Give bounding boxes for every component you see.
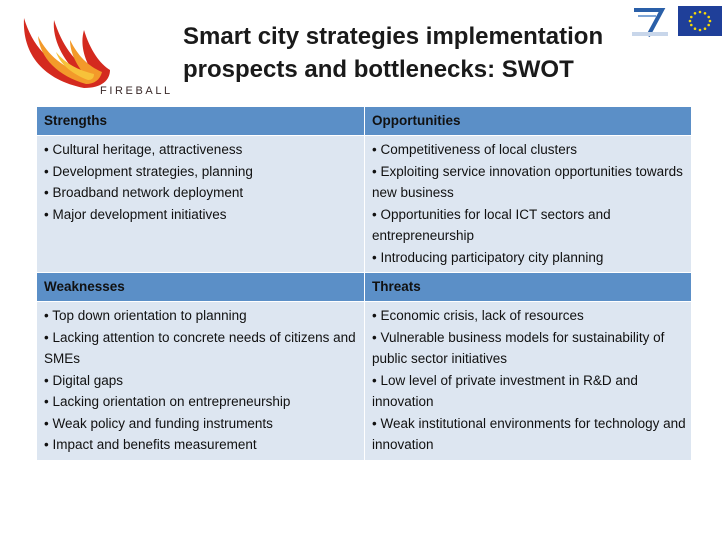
weakness-item: • Digital gaps [44,372,124,388]
opportunity-item: • Introducing participatory city planning [372,249,604,265]
title-line-2: prospects and bottlenecks: SWOT [183,56,574,83]
swot-body-row-bottom [37,302,692,461]
opportunity-item: • Exploiting service innovation opportunities towards new business [372,163,683,200]
threats-cell [365,302,692,461]
threats-header: Threats [365,273,692,302]
fp7-logo [628,6,672,40]
strength-item: • Major development initiatives [44,206,227,222]
weakness-item: • Weak policy and funding instruments [44,415,273,431]
opportunity-item: • Competitiveness of local clusters [372,142,578,157]
strengths-header: Strengths [37,107,365,136]
threat-item: • Weak institutional environments for technology and innovation [372,415,686,452]
threat-item: • Low level of private investment in R&D and innovation [372,372,638,409]
swot-header-row-bottom [37,273,692,302]
weaknesses-cell [37,302,365,461]
eu-flag [678,6,722,36]
title-line-1: Smart city strategies implementation [183,23,604,50]
swot-body-row-top [37,136,692,273]
swot-table [36,106,692,461]
weakness-item: • Impact and benefits measurement [44,437,257,452]
eu-flag-icon [678,6,722,36]
swot-header-row-top [37,107,692,136]
strength-item: • Development strategies, planning [44,163,253,179]
fireball-logo [14,10,179,102]
weaknesses-header: Weaknesses [37,273,365,302]
page-title [183,20,603,86]
fp7-icon [628,6,672,40]
strength-item: • Cultural heritage, attractiveness [44,142,243,157]
threat-item: • Vulnerable business models for sustainability of public sector initiatives [372,329,665,366]
weakness-item: • Lacking orientation on entrepreneurship [44,394,291,409]
opportunities-cell [365,136,692,273]
strength-item: • Broadband network deployment [44,185,244,200]
logo-text: FIREBALL [100,85,173,97]
opportunity-item: • Opportunities for local ICT sectors and entrepreneurship [372,206,611,243]
weakness-item: • Top down orientation to planning [44,308,247,323]
opportunities-header: Opportunities [365,107,692,136]
strengths-cell [37,136,365,273]
weakness-item: • Lacking attention to concrete needs of citizens and SMEs [44,329,356,366]
threat-item: • Economic crisis, lack of resources [372,308,584,323]
